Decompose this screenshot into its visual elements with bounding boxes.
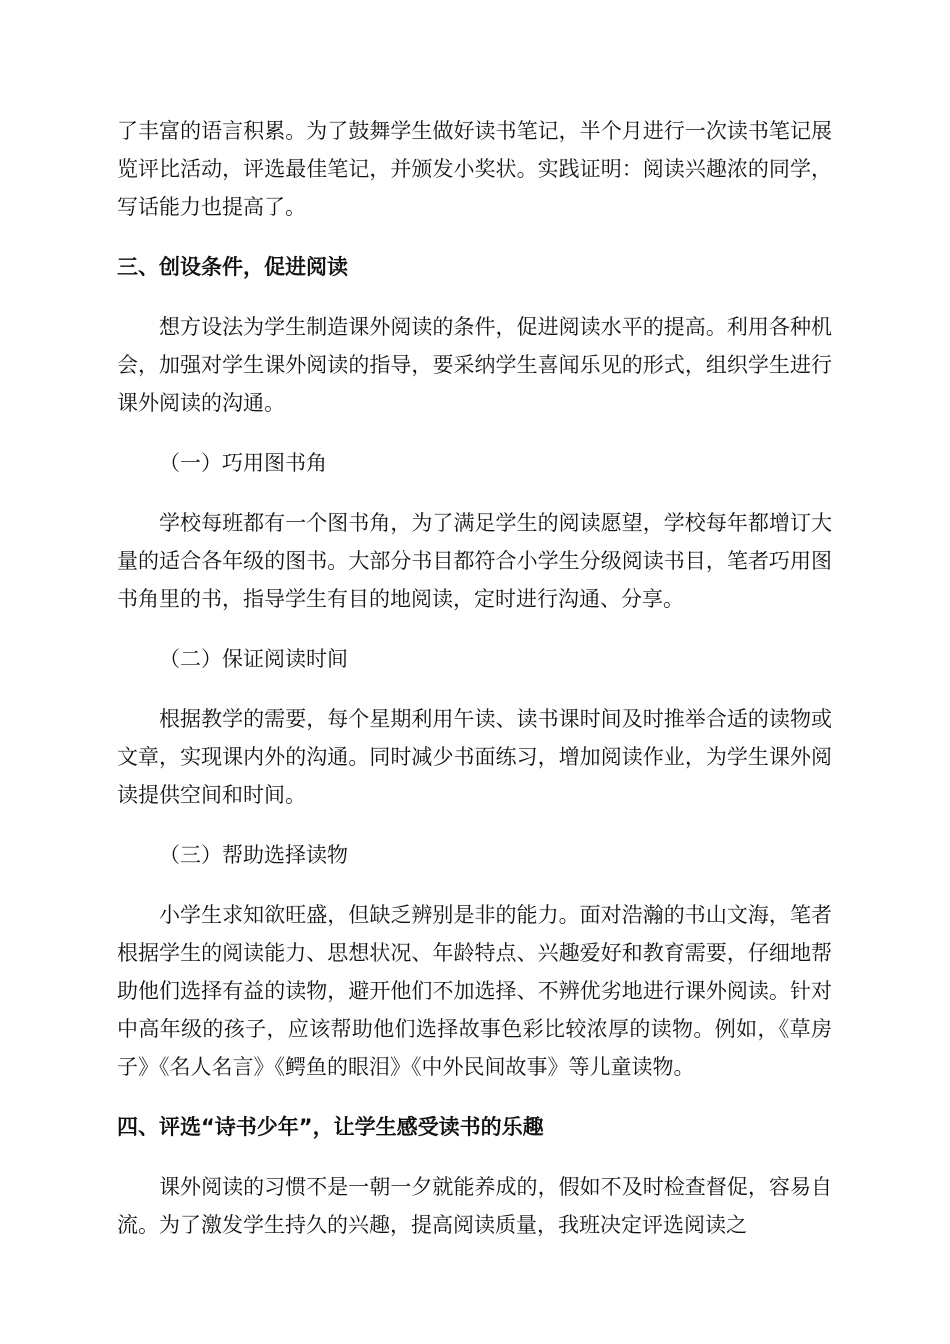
paragraph-book-corner: 学校每班都有一个图书角，为了满足学生的阅读愿望，学校每年都增订大量的适合各年级的图书。大部分书目都符合小学生分级阅读书目，笔者巧用图书角里的书，指导学生有目的地阅读，定时进行沟通、分享。: [117, 511, 832, 611]
paragraph-choose-books: 小学生求知欲旺盛，但缺乏辨别是非的能力。面对浩瀚的书山文海，笔者根据学生的阅读能力、思想状况、年龄特点、兴趣爱好和教育需要，仔细地帮助他们选择有益的读物，避开他们不加选择、不辨优劣地进行课外阅读。针对中高年级的孩子，应该帮助他们选择故事色彩比较浓厚的读物。例如，《草房子》《名人名言》《鳄鱼的眼泪》《中外民间故事》等儿童读物。: [117, 903, 832, 1079]
section-heading-3: 三、创设条件，促进阅读: [117, 255, 348, 279]
subheading-2: （二）保证阅读时间: [159, 647, 348, 671]
document-body: [117, 112, 832, 1244]
paragraph-reading-habit: 课外阅读的习惯不是一朝一夕就能养成的，假如不及时检查督促，容易自流。为了激发学生持久的兴趣，提高阅读质量，我班决定评选阅读之: [117, 1175, 832, 1237]
paragraph-reading-notes: 了丰富的语言积累。为了鼓舞学生做好读书笔记，半个月进行一次读书笔记展览评比活动，评选最佳笔记，并颁发小奖状。实践证明：阅读兴趣浓的同学，写话能力也提高了。: [117, 119, 832, 219]
section-heading-4: 四、评选“诗书少年”，让学生感受读书的乐趣: [117, 1115, 544, 1139]
paragraph-reading-time: 根据教学的需要，每个星期利用午读、读书课时间及时推举合适的读物或文章，实现课内外的沟通。同时减少书面练习，增加阅读作业，为学生课外阅读提供空间和时间。: [117, 707, 832, 807]
subheading-1: （一）巧用图书角: [159, 451, 327, 475]
subheading-3: （三）帮助选择读物: [159, 843, 348, 867]
paragraph-create-conditions: 想方设法为学生制造课外阅读的条件，促进阅读水平的提高。利用各种机会，加强对学生课外阅读的指导，要采纳学生喜闻乐见的形式，组织学生进行课外阅读的沟通。: [117, 315, 832, 415]
